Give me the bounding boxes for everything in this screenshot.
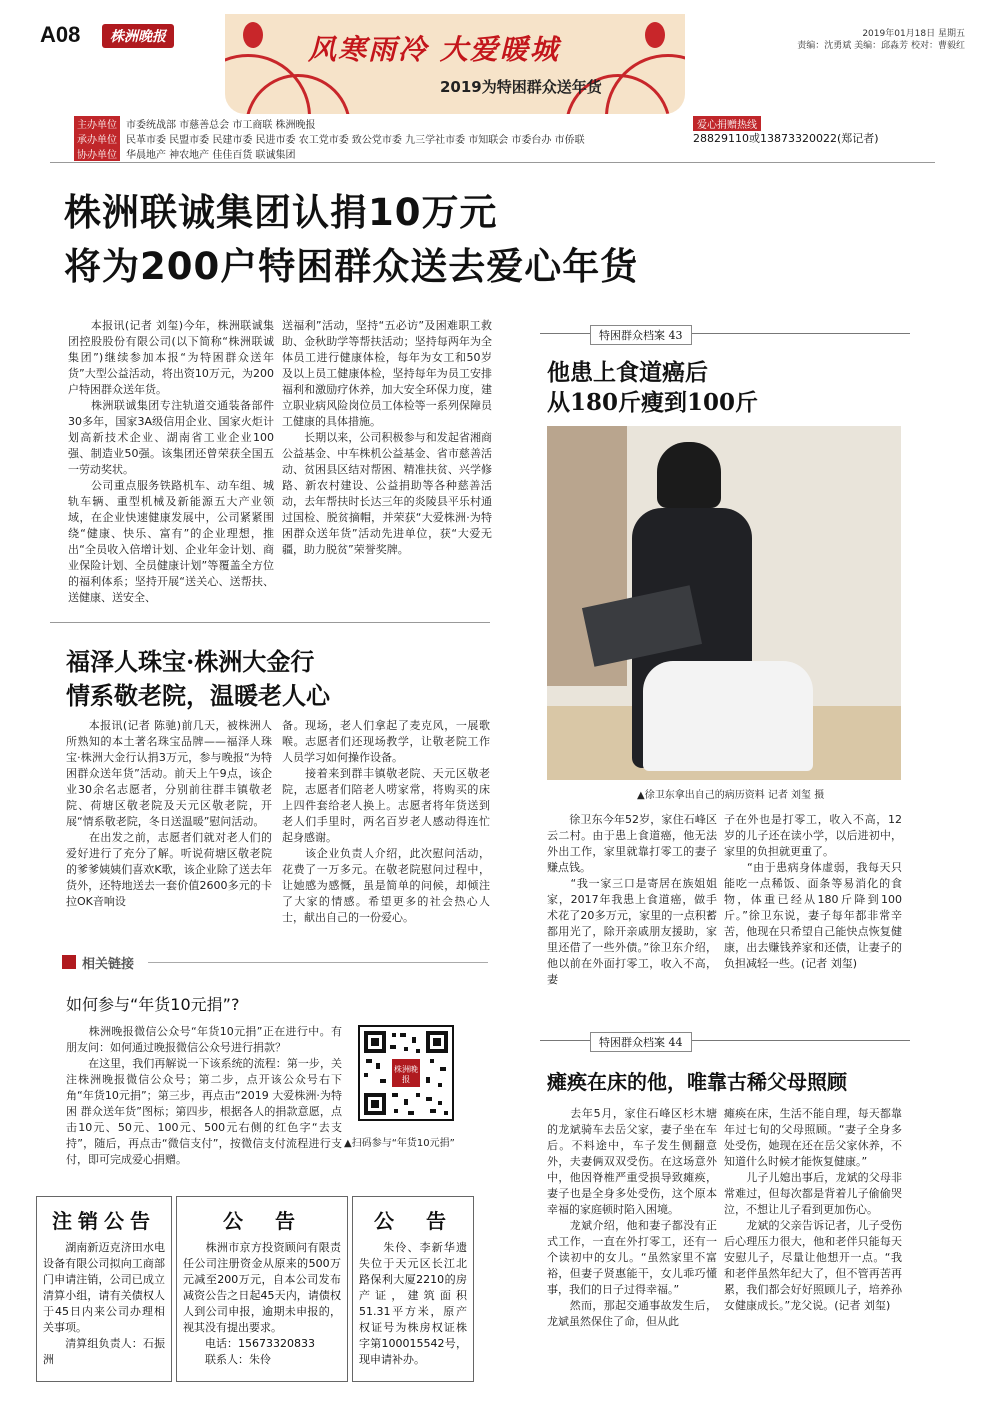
banner-title: 风寒雨冷 大爱暖城 [308, 33, 560, 66]
notice-box-2 [176, 1196, 348, 1382]
case43-col1: 徐卫东今年52岁，家住石峰区云二村。由于患上食道癌，他无法外出工作，家里就靠打零工的妻子赚点钱。 “我一家三口是寄居在族姐姐家，2017年我患上食道癌，做手术花了20多万元，家里的一点积蓄都用光了，除开亲戚朋友援助，家里还借了一些外债。”徐卫东介绍，他以前在外面打零工，收入不高，妻 [547, 813, 717, 986]
case44-col2: 瘫痪在床，生活不能自理，每天都靠年过七旬的父母照顾。“妻子全身多处受伤，她现在还在岳父家休养，不知道什么时候才能恢复健康。” 儿子儿媳出事后，龙斌的父母非常难过，但每次都是背着儿子偷偷哭泣，不想让儿子看到更加伤心。 龙斌的父亲告诉记者，儿子受伤后心理压力很大，他和老伴只能每天安慰儿子，尽量让他想开一点。“我和老伴虽然年纪大了，但不管再苦再累，我们都会好好照顾儿子，培养孙女健康成长。”龙父说。(记者 刘玺) [724, 1107, 902, 1312]
date-info [797, 28, 965, 52]
banner-subtitle: 2019为特困群众送年货 [440, 78, 602, 96]
sponsor-row [74, 131, 585, 146]
case43-photo [547, 426, 901, 780]
qr-code[interactable] [358, 1025, 454, 1121]
header-divider [50, 162, 935, 163]
photo-plastic-bag [643, 661, 813, 771]
sponsor-tag: 承办单位 [74, 131, 120, 146]
date-line: 2019年01月18日 星期五 [862, 29, 965, 39]
lantern-icon [645, 22, 665, 48]
hotline-number: 28829110或13873320022(郑记者) [693, 132, 879, 145]
page-number: A08 [40, 22, 81, 47]
qr-logo-text: 株洲晚报 [394, 1065, 418, 1084]
lantern-icon [243, 22, 263, 48]
sponsor-text: 民革市委 民盟市委 民建市委 民进市委 农工党市委 致公党市委 九三学社市委 市知联会 市委台办 市侨联 [126, 135, 585, 146]
case43-headline-line1: 他患上食道癌后 [547, 359, 708, 386]
qr-caption: ▲扫码参与“年货10元捐” [344, 1138, 455, 1149]
related-body: 株洲晚报微信公众号“年货10元捐”正在进行中。有朋友问：如何通过晚报微信公众号进行捐款？ 在这里，我们再解说一下该系统的流程：第一步，关注株洲晚报微信公众号；第二步，点开该公众号右下角“年货10元捐”；第三步，再点击“2019 大爱株洲·为特困 群众送年货”图标；第四步，根据各人的捐款意愿，点击10元、50元、100元、500元右侧的红色字“去支持”，随后，再点击“微信支付”，按微信支付流程进行支付，即可完成爱心捐赠。 [66, 1025, 342, 1166]
section-divider [50, 622, 490, 623]
related-rule [148, 962, 488, 963]
case44-tag: 特困群众档案 44 [590, 1032, 692, 1052]
notice-body: 湖南新迈克济田水电设备有限公司拟向工商部门申请注销，公司已成立清算小组，请有关债权人于45日内来公司办理相关事项。 清算组负责人：石振洲 [43, 1241, 165, 1366]
sponsor-text: 华晨地产 神农地产 佳佳百货 联诚集团 [126, 150, 296, 161]
case43-tag: 特困群众档案 43 [590, 325, 692, 345]
related-title: 如何参与“年货10元捐”? [66, 995, 240, 1014]
second-headline-line2: 情系敬老院，温暖老人心 [66, 681, 330, 710]
case44-headline: 瘫痪在床的他，唯靠古稀父母照顾 [547, 1070, 847, 1094]
editor-line: 责编：沈勇斌 美编：邱淼芳 校对：曹毅红 [797, 41, 965, 51]
sponsor-tag: 主办单位 [74, 116, 120, 131]
main-headline-line1: 株洲联诚集团认捐10万元 [64, 191, 498, 234]
photo-person-hat [657, 442, 721, 508]
notice-box-3 [352, 1196, 474, 1382]
case43-photo-caption: ▲徐卫东拿出自己的病历资料 记者 刘玺 摄 [637, 790, 825, 801]
paper-name-logo: 株洲晚报 [102, 24, 174, 48]
notice-title: 公 告 [223, 1209, 301, 1233]
main-article-col1: 本报讯(记者 刘玺)今年，株洲联诚集团控股股份有限公司(以下简称“株洲联诚集团”)继续参加本报“为特困群众送年货”大型公益活动，将出资10万元，为200户特困群众送年货。 株洲联诚集团专注轨道交通装备部件30多年，国家3A级信用企业、国家火炬计划高新技术企业、湖南省工业企业100强、制造业50强。该集团还曾荣获全国五一劳动奖状。 公司重点服务铁路机车、动车组、城轨车辆、重型机械及新能源五大产业领域，在企业快速健康发展中，公司紧紧围绕“健康、快乐、富有”的企业理想，推出“全员收入倍增计划、企业年金计划、商业保险计划、全员健康计划”等覆盖全方位的福利体系；坚持开展“送关心、送帮扶、送健康、送安全、 [68, 319, 274, 604]
second-article-col2: 备。现场，老人们拿起了麦克风，一展歌喉。志愿者们还现场教学，让敬老院工作人员学习如何操作设备。 接着来到群丰镇敬老院、天元区敬老院，志愿者们陪老人唠家常，将购买的床上四件套给老人换上。志愿者将年货送到老人们手里时，两名百岁老人感动得连忙起身感谢。 该企业负责人介绍，此次慰问活动，花费了一万多元。在敬老院慰问过程中，让她感为感慨，虽是简单的问候，却倾注了大家的情感。希望更多的社会热心人士，献出自己的一份爱心。 [282, 719, 490, 924]
sponsor-row [74, 146, 296, 161]
notice-body: 朱伶、李新华遗失位于天元区长江北路保利大厦2210的房产证，建筑面积51.31平方米，原产权证号为株房权证株字第100015542号，现申请补办。 [359, 1241, 467, 1366]
hotline-label: 爱心捐赠热线 [693, 116, 761, 131]
second-article-col1: 本报讯(记者 陈驰)前几天，被株洲人所熟知的本土著名珠宝品牌——福泽人珠宝·株洲大金行认捐3万元，参与晚报“为特困群众送年货”活动。前天上午9点，该企业30余名志愿者，分别前往群丰镇敬老院、荷塘区敬老院及天元区敬老院，开展“情系敬老院，冬日送温暖”慰问活动。 在出发之前，志愿者们就对老人们的爱好进行了充分了解。听说荷塘区敬老院的爹爹姨姨们喜欢K歌，该企业除了送去年货外，还特地送去一套价值2600多元的卡拉OK音响设 [66, 719, 272, 908]
notice-box-1 [36, 1196, 172, 1382]
notice-body: 株洲市京方投资顾问有限责任公司注册资金从原来的500万元减至200万元，自本公司发布减资公告之日起45天内，请债权人到公司申报，逾期未申报的，视其没有提出要求。 电话：15673320833 联系人：朱伶 [183, 1241, 341, 1366]
sponsor-text: 市委统战部 市慈善总会 市工商联 株洲晚报 [126, 120, 316, 131]
related-label: 相关链接 [82, 957, 135, 972]
notice-title: 公 告 [374, 1209, 452, 1233]
main-headline-line2: 将为200户特困群众送去爱心年货 [64, 245, 639, 288]
second-headline-line1: 福泽人珠宝·株洲大金行 [66, 647, 315, 676]
case43-col2: 子在外也是打零工，收入不高，12岁的儿子还在读小学，以后进初中，家里的负担就更重了。 “由于患病身体虚弱，我每天只能吃一点稀饭、面条等易消化的食物，体重已经从180斤降到100斤。”徐卫东说，妻子每年都非常辛苦，他现在只希望自己能快点恢复健康，出去赚钱养家和还债，让妻子的负担减轻一些。(记者 刘玺) [724, 813, 902, 970]
main-article-col2: 送福利”活动，坚持“五必访”及困难职工救助、金秋助学等帮扶活动；坚持每两年为全体员工进行健康体检，每年为女工和50岁及以上员工健康体检，坚持每年为员工安排福利和激励疗休养，加大安全环保力度，建立职业病风险岗位员工体检等一系列保障员工健康的具体措施。 长期以来，公司积极参与和发起省湘商公益基金、中车株机公益基金、省市慈善活动、贫困县区结对帮困、精准扶贫、兴学修路、新农村建设、公益捐助等各种慈善活动，去年帮扶时长达三年的炎陵县平乐村通过国检、脱贫摘帽，并荣获“大爱株洲·为特困群众送年货”活动先进单位，获“大爱无疆，助力脱贫”荣誉奖牌。 [282, 319, 492, 556]
sponsor-tag: 协办单位 [74, 146, 120, 161]
case44-col1: 去年5月，家住石峰区杉木塘的龙斌骑车去岳父家，妻子坐在车后。不料途中，车子发生侧翻意外，夫妻俩双双受伤。在这场意外中，他因脊椎严重受损导致瘫痪，妻子也是全身多处受伤，这个原本幸福的家庭顿时陷入困境。 龙斌介绍，他和妻子都没有正式工作，一直在外打零工，还有一个读初中的女儿。“虽然家里不富裕，但妻子贤惠能干，女儿乖巧懂事，我们的日子过得幸福。” 然而，那起交通事故发生后，龙斌虽然保住了命，但从此 [547, 1107, 717, 1328]
sponsor-row [74, 116, 316, 131]
link-arrow-icon [62, 955, 76, 969]
case43-headline-line2: 从180斤瘦到100斤 [547, 389, 759, 416]
notice-title: 注销公告 [52, 1209, 156, 1233]
